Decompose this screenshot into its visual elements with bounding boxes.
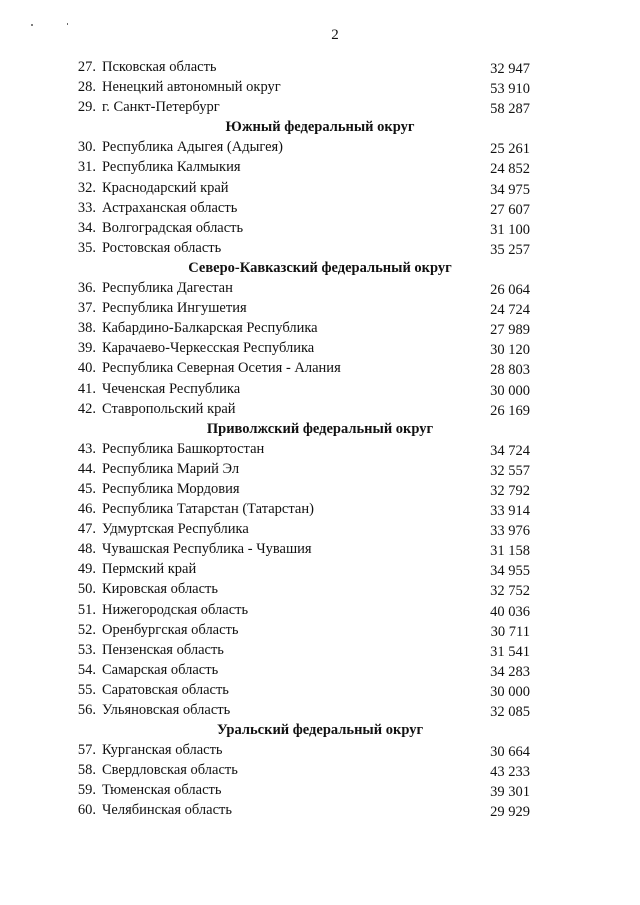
region-value: 27 989 — [490, 322, 530, 339]
table-row — [70, 399, 540, 419]
row-number: 40. — [77, 360, 96, 377]
region-name: Республика Татарстан (Татарстан) — [102, 501, 314, 518]
table-row — [70, 760, 540, 780]
row-number: 38. — [77, 320, 96, 337]
region-value: 35 257 — [490, 241, 530, 258]
row-number: 34. — [77, 219, 96, 236]
row-number: 37. — [77, 300, 96, 317]
region-name: г. Санкт-Петербург — [102, 99, 220, 116]
row-number: 53. — [77, 641, 96, 658]
region-value: 34 724 — [490, 442, 530, 459]
region-name: Нижегородская область — [102, 601, 249, 618]
table-row — [70, 97, 540, 117]
region-value: 31 541 — [490, 643, 530, 660]
region-name: Чувашская Республика - Чувашия — [102, 541, 312, 558]
region-value: 53 910 — [490, 81, 530, 98]
region-value: 32 947 — [490, 61, 530, 77]
region-name: Чеченская Республика — [102, 380, 241, 397]
region-name: Астраханская область — [102, 199, 238, 216]
row-number: 31. — [77, 159, 96, 176]
region-value: 34 975 — [490, 181, 530, 198]
row-number: 44. — [77, 460, 96, 477]
row-number: 30. — [77, 139, 96, 156]
table-row — [70, 198, 540, 218]
region-name: Ставропольский край — [102, 400, 236, 417]
table-row — [70, 439, 540, 459]
region-value: 34 955 — [490, 563, 530, 580]
scan-speck — [67, 23, 68, 25]
region-name: Республика Башкортостан — [102, 440, 265, 457]
row-number: 50. — [77, 581, 96, 598]
row-number: 36. — [77, 280, 96, 297]
table-row — [70, 519, 540, 539]
table-row — [70, 479, 540, 499]
row-number: 43. — [77, 440, 96, 457]
region-name: Кабардино-Балкарская Республика — [102, 320, 318, 337]
region-value: 31 158 — [490, 543, 530, 560]
region-value: 32 557 — [490, 462, 530, 479]
district-heading: Уральский федеральный округ — [216, 722, 424, 739]
region-value: 30 664 — [490, 744, 530, 761]
region-value: 31 100 — [490, 221, 530, 238]
region-name: Челябинская область — [102, 802, 232, 819]
row-number: 55. — [77, 681, 96, 698]
region-name: Ростовская область — [102, 239, 222, 256]
region-value: 32 085 — [490, 704, 530, 720]
region-value: 32 752 — [490, 583, 530, 600]
table-row — [70, 77, 540, 97]
region-name: Республика Мордовия — [102, 480, 240, 497]
table-row — [70, 600, 540, 620]
table-row — [70, 499, 540, 519]
row-number: 51. — [77, 601, 96, 618]
row-number: 39. — [77, 340, 96, 357]
region-value: 30 000 — [490, 683, 530, 700]
table-row — [70, 178, 540, 198]
region-value: 39 301 — [490, 784, 530, 801]
region-name: Республика Марий Эл — [102, 460, 240, 477]
row-number: 59. — [77, 782, 96, 799]
table-row — [70, 780, 540, 800]
region-name: Курганская область — [102, 742, 223, 759]
region-value: 24 724 — [490, 302, 530, 319]
row-number: 29. — [77, 99, 96, 116]
table-row — [70, 157, 540, 177]
table-row — [70, 358, 540, 378]
row-number: 32. — [77, 179, 96, 196]
region-name: Краснодарский край — [102, 179, 229, 196]
row-number: 27. — [77, 59, 96, 75]
row-number: 48. — [77, 541, 96, 558]
region-value: 34 283 — [490, 663, 530, 680]
table-row — [70, 660, 540, 680]
table-row — [70, 700, 540, 720]
region-name: Карачаево-Черкесская Республика — [102, 340, 315, 357]
region-value: 24 852 — [490, 161, 530, 178]
row-number: 52. — [77, 621, 96, 638]
row-number: 33. — [77, 199, 96, 216]
region-table — [70, 57, 540, 821]
region-value: 26 064 — [490, 282, 530, 299]
region-value: 33 914 — [490, 503, 530, 520]
region-value: 58 287 — [490, 101, 530, 118]
region-value: 40 036 — [490, 603, 530, 620]
region-name: Волгоградская область — [102, 219, 244, 236]
table-row — [70, 620, 540, 640]
table-row — [70, 57, 540, 77]
region-name: Пензенская область — [102, 641, 224, 658]
region-value: 30 711 — [490, 623, 530, 640]
region-name: Кировская область — [102, 581, 219, 598]
row-number: 35. — [77, 239, 96, 256]
table-row — [70, 137, 540, 157]
region-name: Республика Ингушетия — [102, 300, 247, 317]
region-value: 27 607 — [490, 201, 530, 218]
region-name: Республика Дагестан — [102, 280, 233, 297]
region-name: Свердловская область — [102, 762, 238, 779]
region-value: 29 929 — [490, 804, 530, 821]
row-number: 41. — [77, 380, 96, 397]
region-name: Саратовская область — [102, 681, 229, 698]
row-number: 54. — [77, 661, 96, 678]
district-heading: Южный федеральный округ — [225, 119, 415, 136]
region-name: Республика Адыгея (Адыгея) — [102, 139, 284, 156]
table-row — [70, 218, 540, 238]
region-name: Самарская область — [102, 661, 219, 678]
table-row — [70, 318, 540, 338]
table-row — [70, 298, 540, 318]
table-row — [70, 559, 540, 579]
table-row — [70, 800, 540, 820]
row-number: 46. — [77, 501, 96, 518]
region-value: 30 120 — [490, 342, 530, 359]
row-number: 58. — [77, 762, 96, 779]
region-value: 26 169 — [490, 402, 530, 419]
table-row — [70, 278, 540, 298]
region-value: 32 792 — [490, 482, 530, 499]
region-name: Республика Северная Осетия - Алания — [102, 360, 341, 377]
region-value: 25 261 — [490, 141, 530, 158]
region-name: Ульяновская область — [102, 702, 231, 718]
region-value: 43 233 — [490, 764, 530, 781]
row-number: 45. — [77, 480, 96, 497]
table-row — [70, 238, 540, 258]
region-name: Псковская область — [102, 59, 217, 75]
region-name: Оренбургская область — [102, 621, 239, 638]
region-name: Ненецкий автономный округ — [102, 79, 281, 96]
table-row — [70, 459, 540, 479]
scan-speck — [31, 24, 33, 26]
region-value: 30 000 — [490, 382, 530, 399]
row-number: 57. — [77, 742, 96, 759]
table-row — [70, 740, 540, 760]
district-heading: Северо-Кавказский федеральный округ — [188, 259, 452, 276]
row-number: 28. — [77, 79, 96, 96]
table-row — [70, 640, 540, 660]
row-number: 56. — [77, 702, 96, 718]
row-number: 49. — [77, 561, 96, 578]
region-name: Удмуртская Республика — [102, 521, 249, 538]
region-name: Пермский край — [102, 561, 197, 578]
row-number: 42. — [77, 400, 96, 417]
region-value: 28 803 — [490, 362, 530, 379]
district-heading: Приволжский федеральный округ — [206, 420, 434, 437]
table-row — [70, 579, 540, 599]
region-name: Тюменская область — [102, 782, 222, 799]
region-name: Республика Калмыкия — [102, 159, 241, 176]
page-number: 2 — [331, 27, 339, 43]
table-row — [70, 379, 540, 399]
region-value: 33 976 — [490, 523, 530, 540]
table-row — [70, 539, 540, 559]
table-row — [70, 338, 540, 358]
row-number: 47. — [77, 521, 96, 538]
row-number: 60. — [77, 802, 96, 819]
table-row — [70, 680, 540, 700]
